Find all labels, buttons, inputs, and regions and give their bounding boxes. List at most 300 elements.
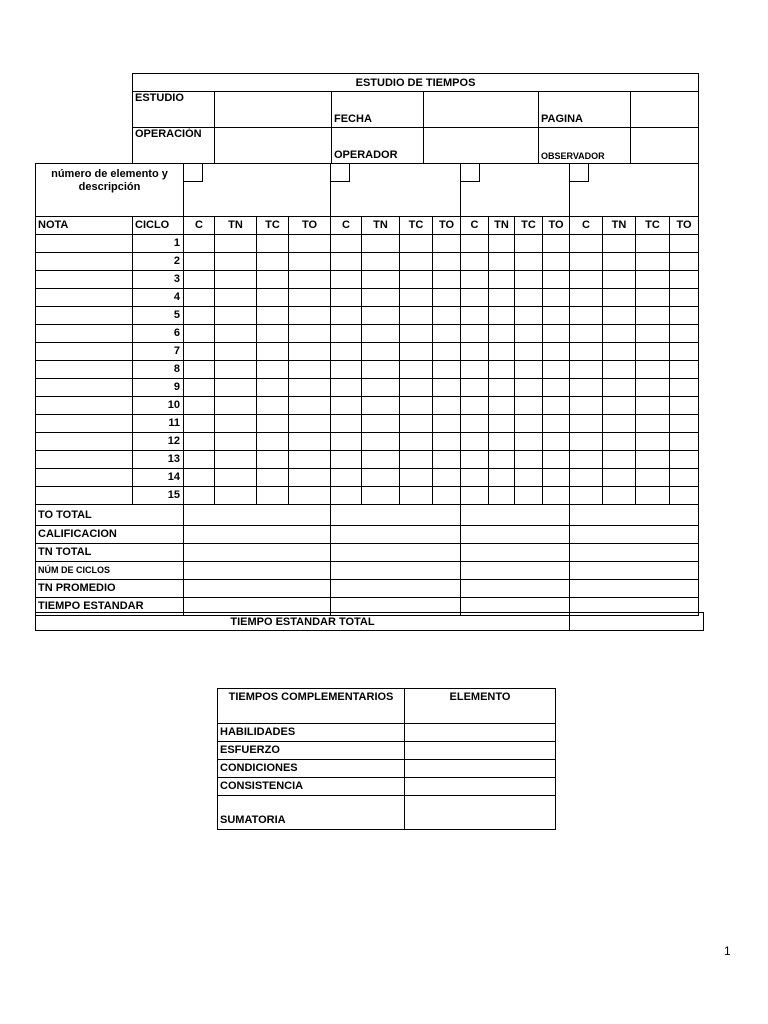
time-cell[interactable] (289, 253, 331, 271)
time-cell[interactable] (362, 397, 400, 415)
time-cell[interactable] (515, 451, 543, 469)
time-cell[interactable] (515, 487, 543, 505)
time-cell[interactable] (489, 271, 515, 289)
nota-cell[interactable] (36, 415, 133, 433)
time-cell[interactable] (461, 451, 489, 469)
nota-cell[interactable] (36, 433, 133, 451)
time-cell[interactable] (184, 289, 215, 307)
time-cell[interactable] (289, 289, 331, 307)
time-cell[interactable] (489, 361, 515, 379)
time-cell[interactable] (400, 235, 433, 253)
time-cell[interactable] (215, 451, 257, 469)
time-cell[interactable] (603, 379, 636, 397)
time-cell[interactable] (257, 487, 289, 505)
time-cell[interactable] (257, 361, 289, 379)
consistencia-field[interactable] (405, 778, 556, 796)
time-cell[interactable] (570, 433, 603, 451)
time-cell[interactable] (543, 379, 570, 397)
time-cell[interactable] (461, 379, 489, 397)
time-cell[interactable] (670, 361, 699, 379)
time-cell[interactable] (603, 235, 636, 253)
time-cell[interactable] (289, 361, 331, 379)
time-cell[interactable] (489, 415, 515, 433)
nota-cell[interactable] (36, 325, 133, 343)
time-cell[interactable] (515, 289, 543, 307)
sumatoria-field[interactable] (405, 796, 556, 830)
time-cell[interactable] (257, 397, 289, 415)
time-cell[interactable] (603, 343, 636, 361)
summary-cell[interactable] (184, 544, 331, 562)
time-cell[interactable] (215, 379, 257, 397)
time-cell[interactable] (636, 343, 670, 361)
time-cell[interactable] (184, 451, 215, 469)
time-cell[interactable] (543, 289, 570, 307)
time-cell[interactable] (184, 397, 215, 415)
time-cell[interactable] (461, 289, 489, 307)
time-cell[interactable] (257, 307, 289, 325)
time-cell[interactable] (489, 487, 515, 505)
total-value-field[interactable] (570, 613, 704, 631)
time-cell[interactable] (400, 379, 433, 397)
time-cell[interactable] (461, 397, 489, 415)
time-cell[interactable] (570, 271, 603, 289)
time-cell[interactable] (636, 433, 670, 451)
time-cell[interactable] (289, 469, 331, 487)
time-cell[interactable] (289, 487, 331, 505)
time-cell[interactable] (362, 469, 400, 487)
nota-cell[interactable] (36, 469, 133, 487)
time-cell[interactable] (670, 271, 699, 289)
time-cell[interactable] (400, 271, 433, 289)
column-header-to-4: TO (670, 217, 699, 235)
time-cell[interactable] (289, 307, 331, 325)
time-cell[interactable] (433, 343, 461, 361)
time-cell[interactable] (331, 415, 362, 433)
time-cell[interactable] (603, 253, 636, 271)
time-cell[interactable] (543, 325, 570, 343)
time-cell[interactable] (570, 451, 603, 469)
time-cell[interactable] (670, 433, 699, 451)
time-cell[interactable] (670, 325, 699, 343)
time-cell[interactable] (184, 253, 215, 271)
time-cell[interactable] (461, 343, 489, 361)
time-cell[interactable] (636, 289, 670, 307)
time-cell[interactable] (489, 253, 515, 271)
time-cell[interactable] (670, 379, 699, 397)
time-cell[interactable] (636, 307, 670, 325)
summary-label: TN PROMEDIO (36, 580, 184, 598)
time-cell[interactable] (331, 451, 362, 469)
time-cell[interactable] (215, 325, 257, 343)
time-cell[interactable] (331, 433, 362, 451)
time-cell[interactable] (362, 325, 400, 343)
time-cell[interactable] (184, 271, 215, 289)
time-cell[interactable] (489, 307, 515, 325)
nota-cell[interactable] (36, 379, 133, 397)
time-cell[interactable] (433, 415, 461, 433)
time-cell[interactable] (289, 271, 331, 289)
summary-cell[interactable] (461, 562, 570, 580)
time-cell[interactable] (289, 379, 331, 397)
time-cell[interactable] (362, 289, 400, 307)
time-cell[interactable] (362, 379, 400, 397)
time-cell[interactable] (636, 487, 670, 505)
time-cell[interactable] (362, 487, 400, 505)
time-cell[interactable] (331, 325, 362, 343)
time-cell[interactable] (515, 469, 543, 487)
time-cell[interactable] (257, 343, 289, 361)
summary-cell[interactable] (461, 544, 570, 562)
time-cell[interactable] (215, 271, 257, 289)
esfuerzo-field[interactable] (405, 742, 556, 760)
time-cell[interactable] (331, 361, 362, 379)
time-cell[interactable] (543, 307, 570, 325)
summary-cell[interactable] (570, 562, 699, 580)
time-cell[interactable] (570, 397, 603, 415)
summary-cell[interactable] (331, 562, 461, 580)
time-cell[interactable] (515, 397, 543, 415)
time-cell[interactable] (331, 469, 362, 487)
time-cell[interactable] (515, 307, 543, 325)
time-cell[interactable] (543, 451, 570, 469)
time-cell[interactable] (257, 253, 289, 271)
time-cell[interactable] (289, 433, 331, 451)
time-cell[interactable] (184, 415, 215, 433)
nota-cell[interactable] (36, 253, 133, 271)
time-cell[interactable] (362, 235, 400, 253)
time-cell[interactable] (433, 325, 461, 343)
time-cell[interactable] (257, 433, 289, 451)
time-cell[interactable] (433, 487, 461, 505)
summary-cell[interactable] (461, 526, 570, 544)
summary-cell[interactable] (570, 580, 699, 598)
time-cell[interactable] (400, 469, 433, 487)
time-cell[interactable] (515, 379, 543, 397)
time-cell[interactable] (636, 415, 670, 433)
nota-cell[interactable] (36, 361, 133, 379)
time-cell[interactable] (543, 397, 570, 415)
nota-cell[interactable] (36, 307, 133, 325)
time-cell[interactable] (489, 325, 515, 343)
time-cell[interactable] (433, 451, 461, 469)
time-cell[interactable] (331, 487, 362, 505)
element-2-checkbox[interactable] (331, 164, 351, 182)
time-cell[interactable] (636, 271, 670, 289)
time-cell[interactable] (400, 307, 433, 325)
time-cell[interactable] (603, 451, 636, 469)
time-cell[interactable] (570, 235, 603, 253)
observador-field[interactable] (631, 128, 699, 164)
time-cell[interactable] (636, 253, 670, 271)
time-cell[interactable] (461, 415, 489, 433)
time-cell[interactable] (489, 469, 515, 487)
time-cell[interactable] (636, 397, 670, 415)
time-cell[interactable] (461, 469, 489, 487)
time-cell[interactable] (215, 289, 257, 307)
time-cell[interactable] (433, 271, 461, 289)
time-cell[interactable] (184, 433, 215, 451)
time-cell[interactable] (362, 361, 400, 379)
time-cell[interactable] (543, 235, 570, 253)
summary-cell[interactable] (331, 580, 461, 598)
summary-cell[interactable] (331, 505, 461, 526)
summary-cell[interactable] (461, 505, 570, 526)
time-cell[interactable] (461, 433, 489, 451)
element-3-box[interactable] (461, 164, 570, 217)
fecha-field[interactable] (424, 92, 539, 128)
time-cell[interactable] (603, 307, 636, 325)
element-2-box[interactable] (331, 164, 461, 217)
time-cell[interactable] (670, 469, 699, 487)
summary-cell[interactable] (184, 526, 331, 544)
estudio-field[interactable] (215, 92, 332, 128)
element-4-box[interactable] (570, 164, 699, 217)
time-cell[interactable] (636, 361, 670, 379)
time-cell[interactable] (289, 415, 331, 433)
time-cell[interactable] (215, 487, 257, 505)
time-cell[interactable] (670, 487, 699, 505)
time-cell[interactable] (670, 451, 699, 469)
time-cell[interactable] (515, 235, 543, 253)
time-cell[interactable] (603, 289, 636, 307)
time-cell[interactable] (215, 307, 257, 325)
time-cell[interactable] (215, 343, 257, 361)
summary-cell[interactable] (184, 562, 331, 580)
time-cell[interactable] (515, 343, 543, 361)
time-cell[interactable] (362, 307, 400, 325)
time-cell[interactable] (489, 235, 515, 253)
time-cell[interactable] (215, 397, 257, 415)
time-cell[interactable] (257, 451, 289, 469)
summary-cell[interactable] (331, 526, 461, 544)
time-cell[interactable] (289, 325, 331, 343)
time-cell[interactable] (570, 307, 603, 325)
time-cell[interactable] (515, 325, 543, 343)
time-cell[interactable] (257, 415, 289, 433)
time-cell[interactable] (362, 415, 400, 433)
time-cell[interactable] (461, 253, 489, 271)
time-cell[interactable] (400, 253, 433, 271)
time-cell[interactable] (543, 253, 570, 271)
summary-cell[interactable] (570, 505, 699, 526)
time-cell[interactable] (543, 343, 570, 361)
time-cell[interactable] (184, 487, 215, 505)
time-cell[interactable] (603, 433, 636, 451)
time-cell[interactable] (489, 379, 515, 397)
time-cell[interactable] (603, 325, 636, 343)
time-cell[interactable] (215, 235, 257, 253)
time-cell[interactable] (433, 469, 461, 487)
time-cell[interactable] (400, 289, 433, 307)
time-cell[interactable] (670, 253, 699, 271)
nota-cell[interactable] (36, 397, 133, 415)
time-cell[interactable] (670, 235, 699, 253)
time-cell[interactable] (184, 307, 215, 325)
time-cell[interactable] (636, 451, 670, 469)
time-cell[interactable] (489, 343, 515, 361)
time-cell[interactable] (433, 253, 461, 271)
time-cell[interactable] (636, 325, 670, 343)
time-cell[interactable] (636, 379, 670, 397)
time-cell[interactable] (362, 433, 400, 451)
nota-cell[interactable] (36, 235, 133, 253)
time-cell[interactable] (515, 271, 543, 289)
time-cell[interactable] (215, 415, 257, 433)
time-cell[interactable] (433, 307, 461, 325)
time-cell[interactable] (400, 325, 433, 343)
element-4-checkbox[interactable] (570, 164, 590, 182)
time-cell[interactable] (543, 271, 570, 289)
time-cell[interactable] (331, 253, 362, 271)
time-cell[interactable] (400, 361, 433, 379)
operacion-field[interactable] (215, 128, 332, 164)
time-cell[interactable] (636, 469, 670, 487)
time-cell[interactable] (331, 343, 362, 361)
time-cell[interactable] (670, 397, 699, 415)
time-cell[interactable] (257, 379, 289, 397)
nota-cell[interactable] (36, 289, 133, 307)
time-cell[interactable] (400, 433, 433, 451)
time-cell[interactable] (362, 451, 400, 469)
time-cell[interactable] (603, 271, 636, 289)
time-cell[interactable] (570, 415, 603, 433)
time-cell[interactable] (400, 487, 433, 505)
time-cell[interactable] (461, 235, 489, 253)
time-cell[interactable] (603, 361, 636, 379)
time-cell[interactable] (362, 343, 400, 361)
time-cell[interactable] (515, 433, 543, 451)
nota-cell[interactable] (36, 343, 133, 361)
time-cell[interactable] (489, 433, 515, 451)
time-cell[interactable] (331, 271, 362, 289)
time-cell[interactable] (331, 379, 362, 397)
summary-cell[interactable] (570, 544, 699, 562)
cycle-number: 10 (133, 397, 184, 415)
time-cell[interactable] (543, 361, 570, 379)
time-cell[interactable] (433, 289, 461, 307)
time-cell[interactable] (400, 397, 433, 415)
time-cell[interactable] (331, 289, 362, 307)
time-cell[interactable] (603, 397, 636, 415)
time-cell[interactable] (461, 307, 489, 325)
time-cell[interactable] (670, 415, 699, 433)
time-cell[interactable] (670, 307, 699, 325)
time-cell[interactable] (362, 253, 400, 271)
time-cell[interactable] (400, 415, 433, 433)
time-cell[interactable] (184, 361, 215, 379)
element-3-checkbox[interactable] (461, 164, 481, 182)
time-cell[interactable] (433, 379, 461, 397)
time-cell[interactable] (543, 469, 570, 487)
time-cell[interactable] (603, 487, 636, 505)
time-cell[interactable] (603, 415, 636, 433)
time-cell[interactable] (184, 379, 215, 397)
summary-cell[interactable] (461, 580, 570, 598)
time-cell[interactable] (257, 235, 289, 253)
element-1-box[interactable] (184, 164, 331, 217)
time-cell[interactable] (362, 271, 400, 289)
time-cell[interactable] (670, 343, 699, 361)
time-cell[interactable] (433, 235, 461, 253)
estudio-label: ESTUDIO (133, 92, 215, 128)
time-cell[interactable] (289, 235, 331, 253)
time-cell[interactable] (433, 433, 461, 451)
table-row (36, 235, 699, 253)
time-cell[interactable] (215, 469, 257, 487)
time-cell[interactable] (331, 235, 362, 253)
condiciones-field[interactable] (405, 760, 556, 778)
time-cell[interactable] (543, 487, 570, 505)
time-cell[interactable] (331, 307, 362, 325)
time-cell[interactable] (289, 397, 331, 415)
time-cell[interactable] (257, 325, 289, 343)
time-cell[interactable] (184, 325, 215, 343)
pagina-field[interactable] (631, 92, 699, 128)
time-cell[interactable] (331, 397, 362, 415)
time-cell[interactable] (570, 289, 603, 307)
time-cell[interactable] (489, 451, 515, 469)
time-cell[interactable] (461, 325, 489, 343)
time-cell[interactable] (257, 271, 289, 289)
time-cell[interactable] (215, 433, 257, 451)
time-cell[interactable] (433, 397, 461, 415)
time-cell[interactable] (433, 361, 461, 379)
time-cell[interactable] (461, 361, 489, 379)
time-cell[interactable] (570, 487, 603, 505)
time-cell[interactable] (215, 361, 257, 379)
operador-field[interactable] (424, 128, 539, 164)
summary-cell[interactable] (570, 526, 699, 544)
time-cell[interactable] (257, 289, 289, 307)
time-cell[interactable] (400, 451, 433, 469)
time-cell[interactable] (570, 325, 603, 343)
nota-cell[interactable] (36, 451, 133, 469)
time-cell[interactable] (570, 253, 603, 271)
time-cell[interactable] (603, 469, 636, 487)
time-cell[interactable] (257, 469, 289, 487)
habilidades-field[interactable] (405, 724, 556, 742)
summary-cell[interactable] (184, 580, 331, 598)
time-cell[interactable] (543, 433, 570, 451)
time-cell[interactable] (570, 361, 603, 379)
nota-cell[interactable] (36, 271, 133, 289)
time-cell[interactable] (570, 469, 603, 487)
time-cell[interactable] (570, 379, 603, 397)
time-cell[interactable] (515, 415, 543, 433)
time-cell[interactable] (289, 343, 331, 361)
nota-cell[interactable] (36, 487, 133, 505)
time-cell[interactable] (184, 469, 215, 487)
summary-cell[interactable] (184, 505, 331, 526)
time-cell[interactable] (289, 451, 331, 469)
time-cell[interactable] (184, 235, 215, 253)
time-cell[interactable] (215, 253, 257, 271)
time-cell[interactable] (515, 361, 543, 379)
time-cell[interactable] (461, 271, 489, 289)
element-1-checkbox[interactable] (184, 164, 204, 182)
time-cell[interactable] (670, 289, 699, 307)
time-cell[interactable] (400, 343, 433, 361)
time-cell[interactable] (184, 343, 215, 361)
time-cell[interactable] (489, 397, 515, 415)
time-cell[interactable] (461, 487, 489, 505)
time-cell[interactable] (489, 289, 515, 307)
time-cell[interactable] (570, 343, 603, 361)
time-cell[interactable] (636, 235, 670, 253)
time-cell[interactable] (515, 253, 543, 271)
time-cell[interactable] (543, 415, 570, 433)
summary-cell[interactable] (331, 544, 461, 562)
